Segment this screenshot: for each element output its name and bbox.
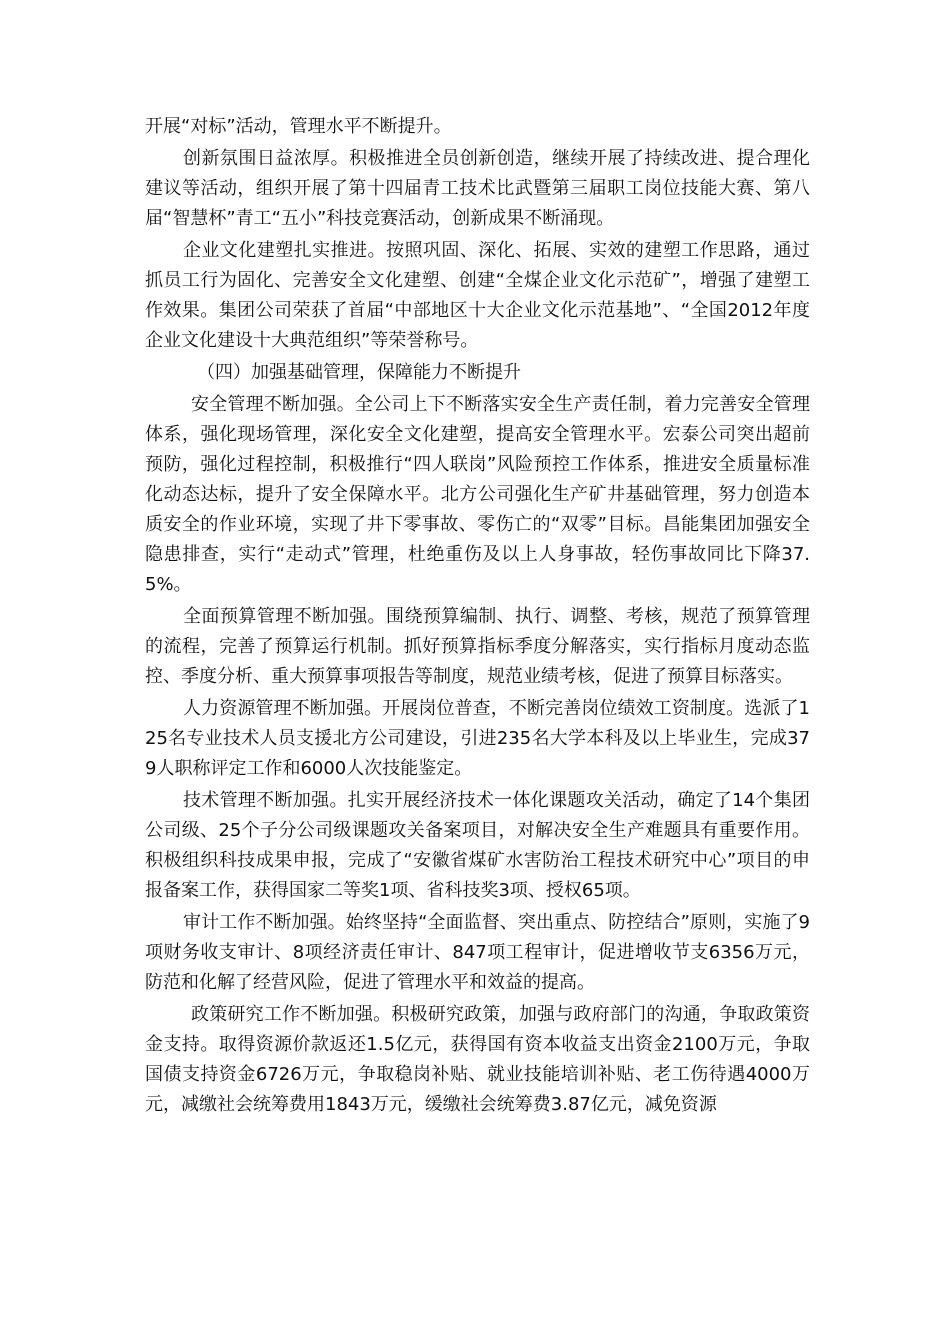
- paragraph-technical-management: 技术管理不断加强。扎实开展经济技术一体化课题攻关活动，确定了14个集团公司级、25个子分公司级课题攻关备案项目，对解决安全生产难题具有重要作用。积极组织科技成果申报，完成了“安徽省煤矿水害防治工程技术研究中心”项目的申报备案工作，获得国家二等奖1项、省科技奖3项、授权65项。: [145, 790, 810, 901]
- paragraph-audit: 审计工作不断加强。始终坚持“全面监督、突出重点、防控结合”原则，实施了9项财务收支审计、8项经济责任审计、847项工程审计，促进增收节支6356万元，防范和化解了经营风险，促进了管理水平和效益的提高。: [145, 912, 810, 993]
- document-body: [145, 112, 810, 1122]
- paragraph-human-resources: 人力资源管理不断加强。开展岗位普查，不断完善岗位绩效工资制度。选派了125名专业技术人员支援北方公司建设，引进235名大学本科及以上毕业生，完成379人职称评定工作和6000人次技能鉴定。: [145, 698, 810, 779]
- paragraph-continuation: 开展“对标”活动，管理水平不断提升。: [145, 116, 452, 137]
- paragraph-policy-research: 政策研究工作不断加强。积极研究政策，加强与政府部门的沟通，争取政策资金支持。取得资源价款返还1.5亿元，获得国有资本收益支出资金2100万元，争取国债支持资金6726万元，争取稳岗补贴、就业技能培训补贴、老工伤待遇4000万元，减缴社会统筹费用1843万元，缓缴社会统筹费3.87亿元，减免资源: [145, 1004, 810, 1115]
- paragraph-budget-management: 全面预算管理不断加强。围绕预算编制、执行、调整、考核，规范了预算管理的流程，完善了预算运行机制。抓好预算指标季度分解落实，实行指标月度动态监控、季度分析、重大预算事项报告等制度，规范业绩考核，促进了预算目标落实。: [145, 606, 810, 687]
- section-heading-basic-management: （四）加强基础管理，保障能力不断提升: [197, 362, 521, 383]
- paragraph-corporate-culture: 企业文化建塑扎实推进。按照巩固、深化、拓展、实效的建塑工作思路，通过抓员工行为固化、完善安全文化建塑、创建“全煤企业文化示范矿”，增强了建塑工作效果。集团公司荣获了首届“中部地区十大企业文化示范基地”、“全国2012年度企业文化建设十大典范组织”等荣誉称号。: [145, 240, 810, 351]
- paragraph-innovation: 创新氛围日益浓厚。积极推进全员创新创造，继续开展了持续改进、提合理化建议等活动，组织开展了第十四届青工技术比武暨第三届职工岗位技能大赛、第八届“智慧杯”青工“五小”科技竞赛活动，创新成果不断涌现。: [145, 148, 810, 229]
- paragraph-safety-management: 安全管理不断加强。全公司上下不断落实安全生产责任制，着力完善安全管理体系，强化现场管理，深化安全文化建塑，提高安全管理水平。宏泰公司突出超前预防，强化过程控制，积极推行“四人联岗”风险预控工作体系，推进安全质量标准化动态达标，提升了安全保障水平。北方公司强化生产矿井基础管理，努力创造本质安全的作业环境，实现了井下零事故、零伤亡的“双零”目标。昌能集团加强安全隐患排查，实行“走动式”管理，杜绝重伤及以上人身事故，轻伤事故同比下降37.5%。: [145, 394, 810, 595]
